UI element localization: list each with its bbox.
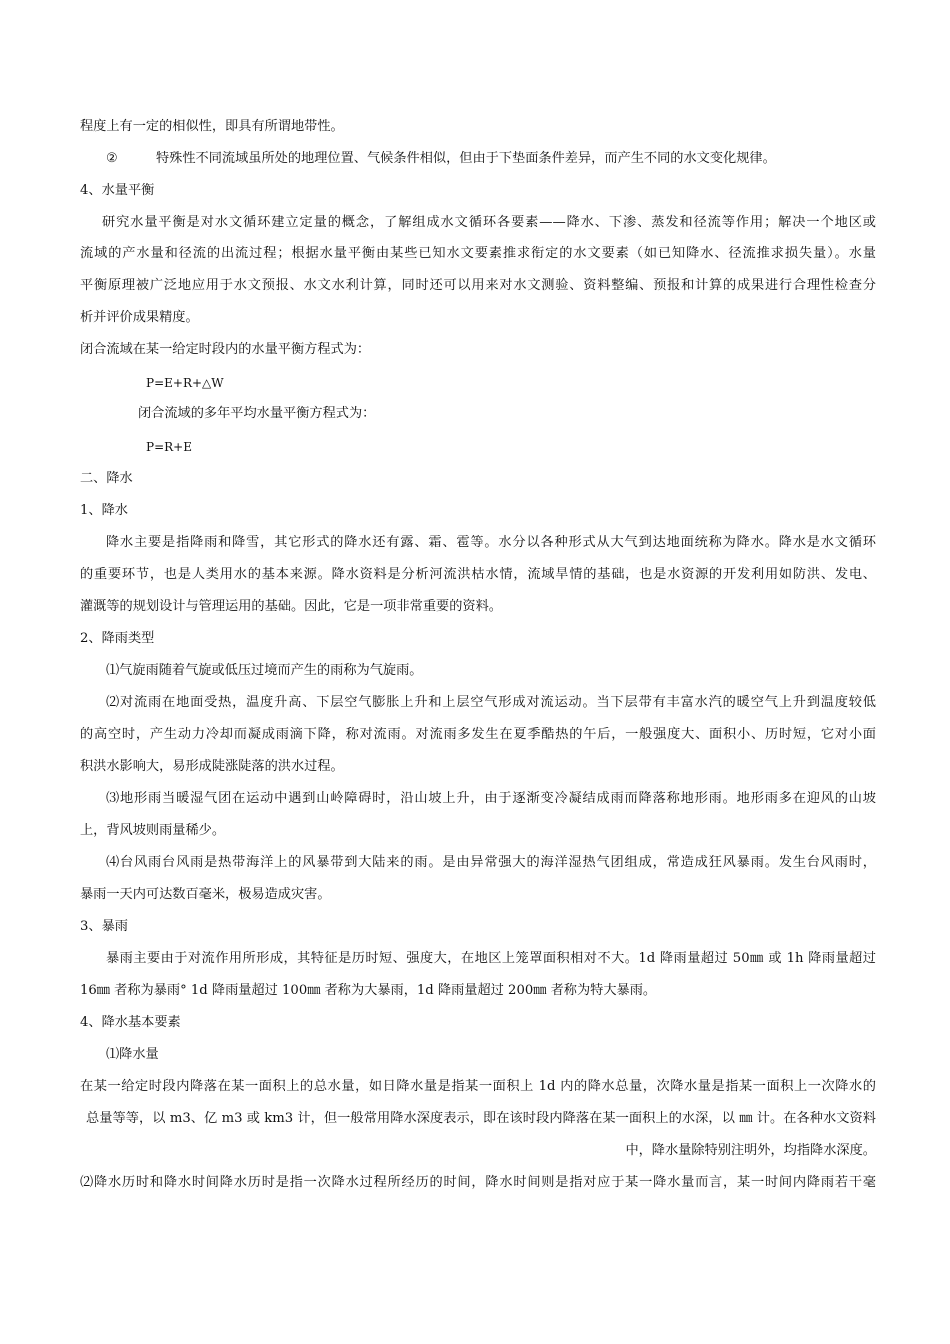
paragraph-line: ⑵降水历时和降水时间降水历时是指一次降水过程所经历的时间，降水时间则是指对应于某一降水量而言，某一时间内降雨若干毫 xyxy=(80,1175,876,1190)
text-line: 特殊性不同流域虽所处的地理位置、气候条件相似，但由于下垫面条件差异，而产生不同的水文变化规律。 xyxy=(156,151,776,166)
paragraph-line: 流域的产水量和径流的出流过程；根据水量平衡由某些已知水文要素推求衔定的水文要素（如已知降水、径流推求损失量）。水量 xyxy=(80,246,876,261)
paragraph-line: 降水主要是指降雨和降雪，其它形式的降水还有露、霜、雹等。水分以各种形式从大气到达地面统称为降水。降水是水文循环 xyxy=(106,535,876,550)
paragraph-line: ⑶地形雨当暖湿气团在运动中遇到山岭障碍时，沿山坡上升，由于逐渐变冷凝结成雨而降落称地形雨。地形雨多在迎风的山坡 xyxy=(106,791,876,806)
section-heading: 4、降水基本要素 xyxy=(80,1015,181,1030)
paragraph-line: 16㎜ 者称为暴雨° 1d 降雨量超过 100㎜ 者称为大暴雨，1d 降雨量超过 200㎜ 者称为特大暴雨。 xyxy=(80,983,657,998)
equation: P=E+R+△W xyxy=(146,376,224,390)
text-line: 闭合流域在某一给定时段内的水量平衡方程式为： xyxy=(80,342,371,357)
list-marker: ② xyxy=(106,151,118,166)
paragraph-line: 暴雨一天内可达数百毫米，极易造成灾害。 xyxy=(80,887,331,902)
section-heading: 4、水量平衡 xyxy=(80,183,155,198)
section-heading: 3、暴雨 xyxy=(80,919,128,934)
section-heading: 1、降水 xyxy=(80,503,128,518)
equation: P=R+E xyxy=(146,440,192,454)
paragraph-line: ⑴气旋雨随着气旋或低压过境而产生的雨称为气旋雨。 xyxy=(106,663,423,678)
text-line: 程度上有一定的相似性，即具有所谓地带性。 xyxy=(80,119,344,134)
paragraph-line: 暴雨主要由于对流作用所形成，其特征是历时短、强度大，在地区上笼罩面积相对不大。1d 降雨量超过 50㎜ 或 1h 降雨量超过 xyxy=(106,951,876,966)
paragraph-line: 研究水量平衡是对水文循环建立定量的概念，了解组成水文循环各要素——降水、下渗、蒸发和径流等作用；解决一个地区或 xyxy=(102,215,876,230)
subsection-heading: ⑴降水量 xyxy=(106,1047,159,1062)
paragraph-line: 灌溉等的规划设计与管理运用的基础。因此，它是一项非常重要的资料。 xyxy=(80,599,502,614)
paragraph-line: 中，降水量除特别注明外，均指降水深度。 xyxy=(625,1143,876,1158)
text-line: 闭合流域的多年平均水量平衡方程式为： xyxy=(138,406,376,421)
paragraph-line: 平衡原理被广泛地应用于水文预报、水文水利计算，同时还可以用来对水文测验、资料整编、预报和计算的成果进行合理性检查分 xyxy=(80,278,876,293)
paragraph-line: 在某一给定时段内降落在某一面积上的总水量，如日降水量是指某一面积上 1d 内的降水总量，次降水量是指某一面积上一次降水的 xyxy=(80,1079,876,1094)
paragraph-line: 的高空时，产生动力冷却而凝成雨滴下降，称对流雨。对流雨多发生在夏季酷热的午后，一般强度大、面积小、历时短，它对小面 xyxy=(80,727,876,742)
paragraph-line: ⑷台风雨台风雨是热带海洋上的风暴带到大陆来的雨。是由异常强大的海洋湿热气团组成，常造成狂风暴雨。发生台风雨时， xyxy=(106,855,876,870)
paragraph-line: 上，背风坡则雨量稀少。 xyxy=(80,823,226,838)
chapter-heading: 二、降水 xyxy=(80,471,133,486)
section-heading: 2、降雨类型 xyxy=(80,631,155,646)
paragraph-line: 积洪水影响大，易形成陡涨陡落的洪水过程。 xyxy=(80,759,344,774)
paragraph-line: 析并评价成果精度。 xyxy=(80,310,199,325)
paragraph-line: ⑵对流雨在地面受热，温度升高、下层空气膨胀上升和上层空气形成对流运动。当下层带有丰富水汽的暖空气上升到温度较低 xyxy=(106,695,876,710)
paragraph-line: 总量等等，以 m3、亿 m3 或 km3 计，但一般常用降水深度表示，即在该时段内降落在某一面积上的水深，以 ㎜ 计。在各种水文资料 xyxy=(86,1111,876,1126)
paragraph-line: 的重要环节，也是人类用水的基本来源。降水资料是分析河流洪枯水情，流域旱情的基础，也是水资源的开发利用如防洪、发电、 xyxy=(80,567,876,582)
